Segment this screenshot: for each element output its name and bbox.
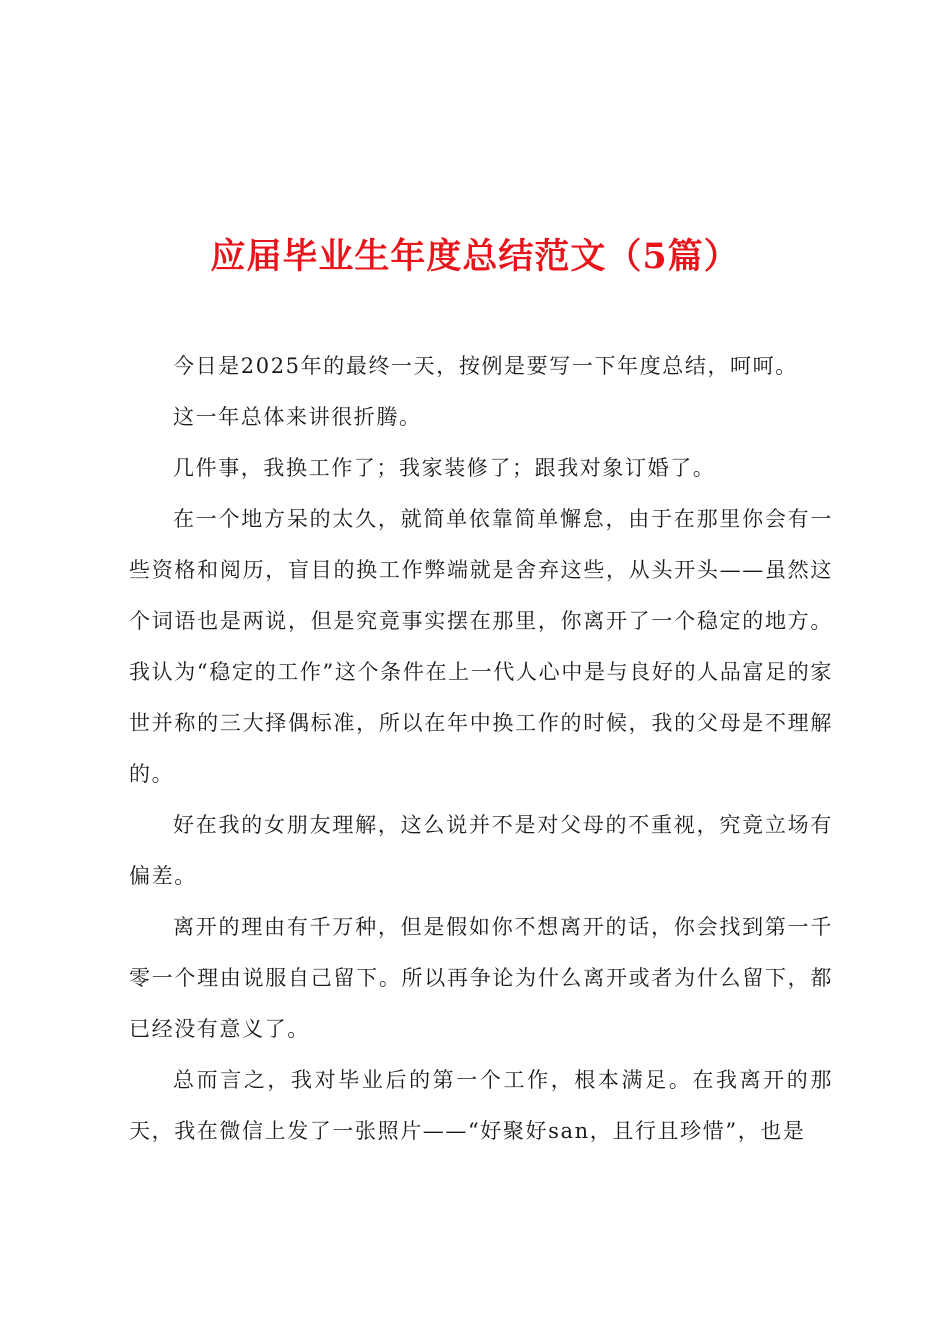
paragraph: 这一年总体来讲很折腾。	[173, 405, 422, 429]
paragraph: 离开的理由有千万种，但是假如你不想离开的话，你会找到第一千零一个理由说服自己留下。所以再争论为什么离开或者为什么留下，都已经没有意义了。	[129, 915, 833, 1041]
paragraph: 好在我的女朋友理解，这么说并不是对父母的不重视，究竟立场有偏差。	[129, 813, 833, 888]
document-title: 应届毕业生年度总结范文（5篇）	[210, 236, 740, 278]
paragraph: 几件事，我换工作了；我家装修了；跟我对象订婚了。	[173, 456, 716, 480]
paragraph: 总而言之，我对毕业后的第一个工作，根本满足。在我离开的那天，我在微信上发了一张照片——“好聚好san，且行且珍惜”，也是	[129, 1068, 833, 1143]
paragraph: 在一个地方呆的太久，就简单依靠简单懈怠，由于在那里你会有一些资格和阅历，盲目的换工作弊端就是舍弃这些，从头开头——虽然这个词语也是两说，但是究竟事实摆在那里，你离开了一个稳定的地方。我认为“稳定的工作”这个条件在上一代人心中是与良好的人品富足的家世并称的三大择偶标准，所以在年中换工作的时候，我的父母是不理解的。	[129, 507, 833, 786]
document-body	[129, 341, 833, 1157]
paragraph: 今日是2025年的最终一天，按例是要写一下年度总结，呵呵。	[173, 354, 798, 378]
